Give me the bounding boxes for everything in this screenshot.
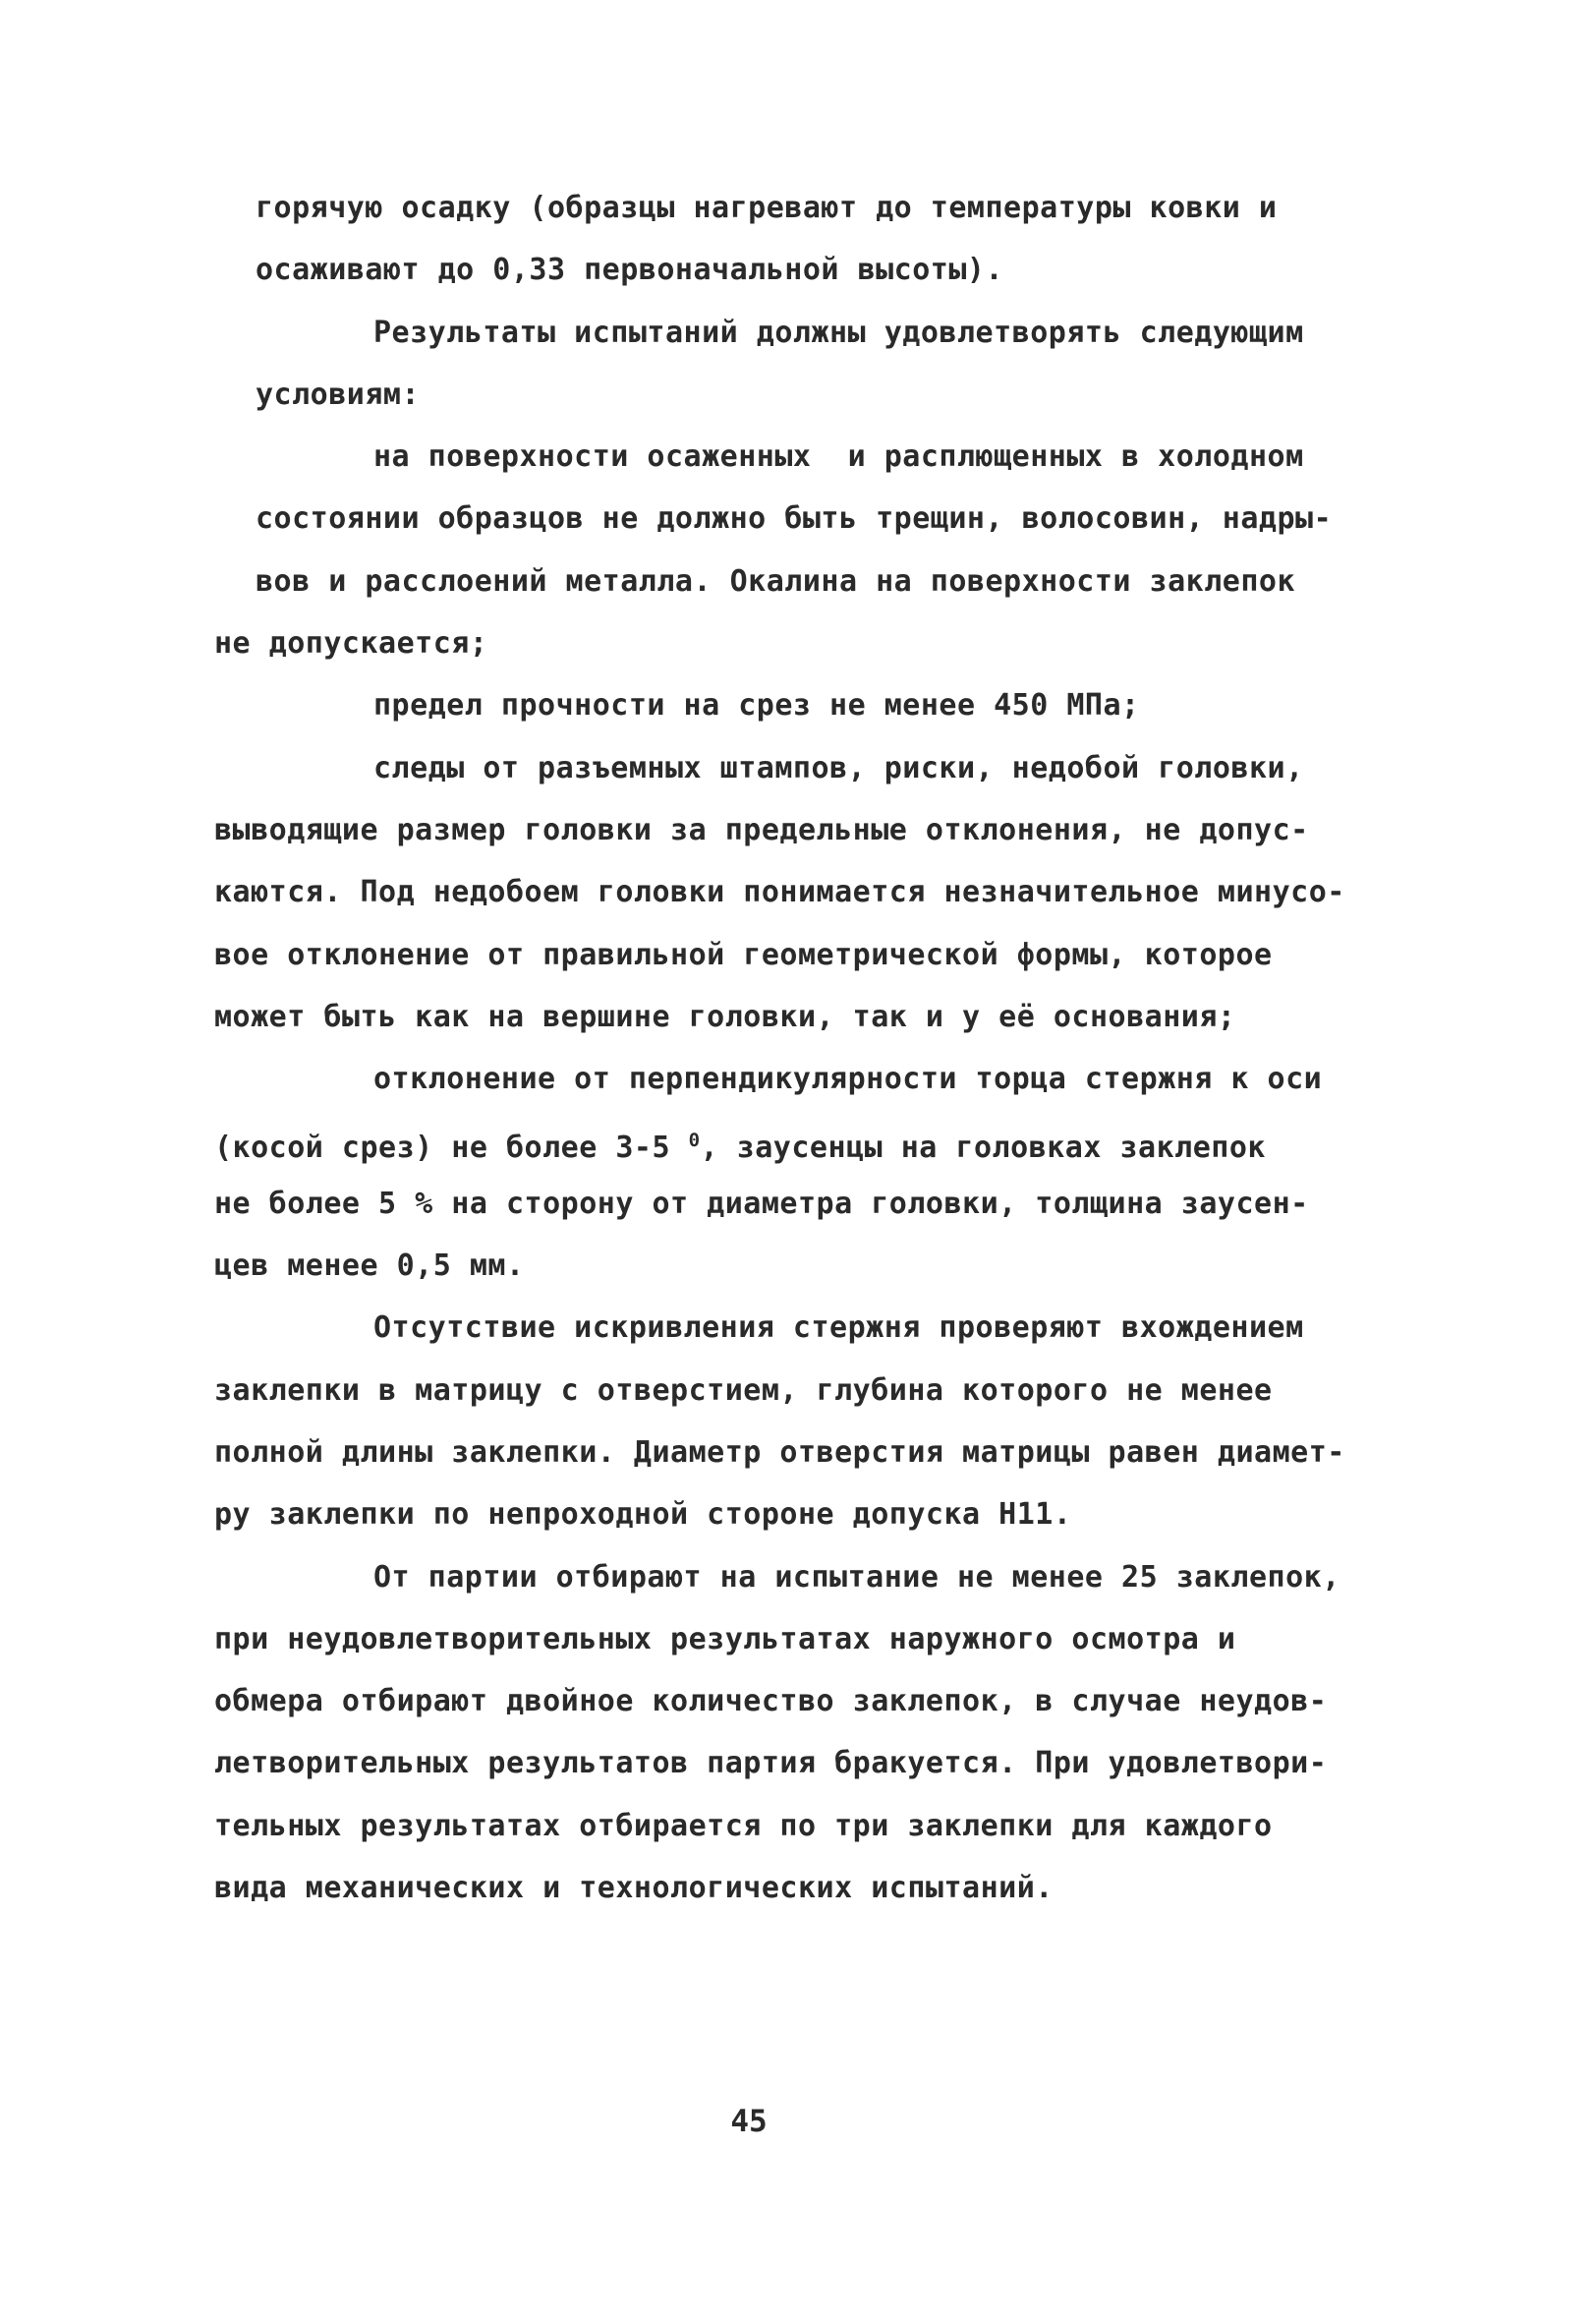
text-line: ру заклепки по непроходной стороне допуска Н11. [214,1497,1072,1533]
text-line: не более 5 % на сторону от диаметра головки, толщина заусен- [214,1186,1309,1221]
text-line: отклонение от перпендикулярности торца стержня к оси [373,1062,1323,1097]
text-line: цев менее 0,5 мм. [214,1248,525,1284]
text-line: обмера отбирают двойное количество заклепок, в случае неудов- [214,1684,1328,1719]
text-line: каются. Под недобоем головки понимается незначительное минусо- [214,875,1345,910]
text-line: не допускается; [214,626,488,662]
degree-symbol: 0 [688,1130,701,1152]
text-line: предел прочности на срез не менее 450 МПа; [373,688,1140,724]
text-line: условиям: [256,377,421,412]
text-line: осаживают до 0,33 первоначальной высоты). [256,253,1004,288]
text-line: вое отклонение от правильной геометрической формы, которое [214,937,1273,972]
text-line: Результаты испытаний должны удовлетворять следующим [373,315,1304,350]
text-line: вов и расслоений металла. Окалина на поверхности заклепок [256,563,1296,599]
text-line: при неудовлетворительных результатах наружного осмотра и [214,1621,1236,1656]
text-line: может быть как на вершине головки, так и у её основания; [214,999,1236,1034]
text-line: тельных результатах отбирается по три заклепки для каждого [214,1808,1273,1843]
text-line: полной длины заклепки. Диаметр отверстия матрицы равен диамет- [214,1434,1345,1470]
text-line: на поверхности осаженных и расплющенных в холодном [373,439,1304,475]
text-line: От партии отбирают на испытание не менее 25 заклепок, [373,1559,1340,1595]
text-line: Отсутствие искривления стержня проверяют вхождением [373,1310,1304,1346]
body-text [214,177,1403,1919]
text-line [214,1110,1403,1172]
text-line: летворительных результатов партия бракуется. При удовлетвори- [214,1746,1328,1781]
text-line: заклепки в матрицу с отверстием, глубина которого не менее [214,1372,1273,1408]
text-line: вида механических и технологических испытаний. [214,1871,1054,1906]
text-line: выводящие размер головки за предельные отклонения, не допус- [214,812,1309,847]
text-line: состоянии образцов не должно быть трещин, волосовин, надры- [256,501,1333,537]
text-line: горячую осадку (образцы нагревают до температуры ковки и [256,191,1278,225]
text-line-start: (косой срез) не более 3-5 [214,1131,689,1166]
page-number: 45 [730,2104,768,2139]
text-line-end: , заусенцы на головках заклепок [700,1131,1266,1166]
text-line: следы от разъемных штампов, риски, недобой головки, [373,750,1304,785]
